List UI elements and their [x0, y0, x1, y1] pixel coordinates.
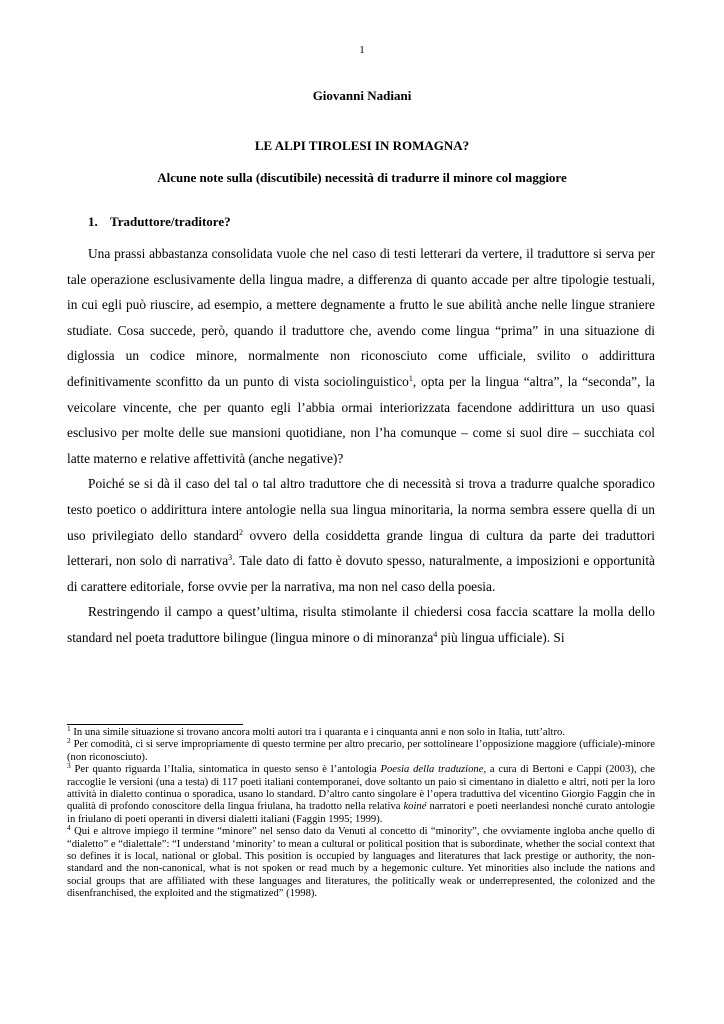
author-name: Giovanni Nadiani	[312, 88, 412, 103]
paragraph-2	[67, 471, 655, 599]
footnote-4-text: Qui e altrove impiego il termine “minore” nel senso dato da Venuti al concetto di “minority”, che ovviamente ingloba anche quello di “dialetto” e “dialettale”: “I understand ‘minority’ to mean a cultural or political position that is subordinate, whether the social context that so defines it is local, national or global. This position is occupied by languages and literatures that lack prestige or authority, the non-standard and the non-canonical, what is not spoken or read much by a hegemonic culture. Yet minorities also include the nations and social groups that are affiliated with these languages and literatures, the politically weak or underrepresented, the colonized and the disenfranchised, the exploited and the stigmatized” (1998).	[67, 826, 655, 900]
section-number: 1.	[88, 214, 98, 229]
paper-subtitle: Alcune note sulla (discutibile) necessità di tradurre il minore col maggiore	[157, 170, 567, 185]
footnote-4	[67, 823, 655, 900]
footnote-3-book-title: Poesia della traduzione	[380, 764, 484, 776]
paragraph-1-text-b: , opta per la lingua “altra”, la “seconda”, la veicolare vincente, che per quanto egli l’abbia ormai interiorizzata facendone addirittura un uso quasi esclusivo per molte delle sue mansioni quotidiane, non l’ha comunque – come si suol dire – succhiata col latte materno e relative affettività (anche negative)?	[67, 373, 655, 466]
paragraph-1-text-a: Una prassi abbastanza consolidata vuole che nel caso di testi letterari da vertere, il traduttore si serva per tale operazione esclusivamente della lingua madre, a differenza di quanto accade per altre tipologie testuali, in cui egli può riuscire, ad esempio, a mettere degnamente a frutto le sue abilità anche nelle lingue straniere studiate. Cosa succede, però, quando il traduttore che, avendo come lingua “prima” in una situazione di diglossia un codice minore, normalmente non riconosciuto come ufficiale, svilito o addirittura definitivamente sconfitto da un punto di vista sociolinguistico	[67, 246, 655, 389]
body-text	[67, 241, 655, 651]
footnote-2-text: Per comodità, ci si serve impropriamente di questo termine per altro precario, per sottolineare l’opposizione maggiore (ufficiale)-minore (non riconosciuto).	[67, 739, 655, 763]
footnote-1	[67, 724, 655, 739]
footnote-mark-4: 4	[67, 823, 71, 833]
footnote-3-text-a: Per quanto riguarda l’Italia, sintomatica in questo senso è l’antologia	[70, 764, 381, 776]
section-title: Traduttore/traditore?	[110, 214, 231, 229]
paragraph-2-text-a: Poiché se si dà il caso del tal o tal altro traduttore che di necessità si trova a tradurre qualche sporadico testo poetico o addirittura intere antologie nella sua lingua minoritaria, la norma sembra essere quella di un uso privilegiato dello standard	[67, 476, 655, 543]
footnote-ref-4[interactable]: 4	[433, 629, 438, 639]
footnotes	[67, 724, 656, 901]
footnote-ref-3[interactable]: 3	[228, 553, 233, 563]
footnote-mark-1: 1	[67, 724, 71, 733]
footnote-3-koine: koiné	[403, 801, 427, 813]
footnote-3-text-b: , a cura di Bertoni e Cappi (2003), che raccoglie le versioni (una a testa) di 117 poeti italiani contemporanei, dove soltanto un paio si cimentano in dialetto e altri, noti per la loro attività in dialetto continua o sporadica, usano lo standard. D’altro canto singolare è l’opera traduttiva del vicentino Giorgio Faggin che in qualità di profondo conoscitore della lingua friulana, ha tradotto nella relativa	[67, 764, 655, 813]
footnote-mark-2: 2	[67, 736, 71, 746]
footnote-ref-1[interactable]: 1	[408, 373, 413, 383]
paragraph-1	[67, 241, 655, 471]
footnote-2	[67, 736, 655, 764]
footnote-3-text-c: narratori e poeti neerlandesi nonché curato antologie in friulano di poeti operanti in diversi dialetti italiani (Faggin 1995; 1999).	[67, 801, 656, 825]
footnote-1-text: In una simile situazione si trovano ancora molti autori tra i quaranta e i cinquanta anni e non solo in Italia, tutt’altro.	[70, 727, 565, 738]
paragraph-3-text-b: più lingua ufficiale). Si	[437, 629, 565, 645]
footnote-mark-3: 3	[67, 761, 71, 771]
footnote-ref-2[interactable]: 2	[238, 527, 243, 537]
paragraph-3-text-a: Restringendo il campo a quest’ultima, risulta stimolante il chiedersi cosa faccia scattare la molla dello standard nel poeta traduttore bilingue (lingua minore o di minoranza	[67, 604, 655, 645]
footnote-separator	[67, 724, 243, 725]
paper-title: LE ALPI TIROLESI IN ROMAGNA?	[254, 138, 470, 153]
paragraph-2-text-b: ovvero della cosiddetta grande lingua di cultura da parte dei traduttori letterari, non solo di narrativa	[67, 527, 656, 569]
footnote-3	[67, 761, 656, 826]
paragraph-2-text-c: . Tale dato di fatto è dovuto spesso, naturalmente, a imposizioni e opportunità di carattere editoriale, forse ovvie per la narrativa, ma non nel caso della poesia.	[67, 553, 655, 594]
paragraph-3	[67, 599, 655, 650]
page-number: 1	[359, 44, 365, 56]
section-heading	[88, 214, 231, 230]
